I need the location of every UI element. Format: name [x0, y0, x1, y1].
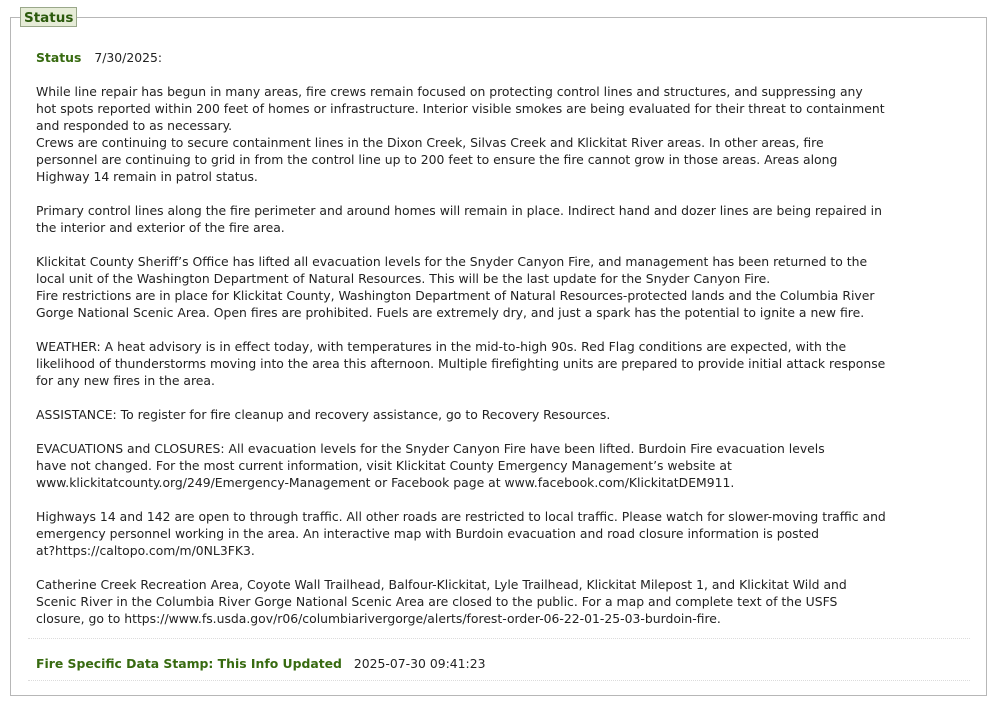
text-line: ASSISTANCE: To register for fire cleanup and recovery assistance, go to Recovery Resources. [36, 407, 611, 422]
divider-bottom [28, 680, 970, 681]
status-panel-legend: Status [20, 7, 77, 27]
update-paragraph-control-lines [36, 202, 882, 236]
text-line: local unit of the Washington Department of Natural Resources. This will be the last update for the Snyder Canyon Fire. [36, 271, 771, 286]
update-paragraph-evacuations [36, 440, 876, 491]
update-paragraph-closures [36, 576, 876, 627]
text-line: and responded to as necessary. [36, 118, 233, 133]
status-header [36, 49, 876, 66]
text-line: hot spots reported within 200 feet of homes or infrastructure. Interior visible smokes are being evaluated for their threat to containment [36, 101, 885, 116]
text-line: www.klickitatcounty.org/249/Emergency-Management or Facebook page at www.facebook.com/KlickitatDEM911. [36, 475, 735, 490]
text-line: While line repair has begun in many areas, fire crews remain focused on protecting control lines and structures, and suppressing any [36, 84, 863, 99]
status-content [36, 49, 886, 627]
data-stamp-value: 2025-07-30 09:41:23 [353, 656, 486, 671]
divider-top [28, 638, 970, 639]
text-line: closure, go to https://www.fs.usda.gov/r06/columbiarivergorge/alerts/forest-order-06-22-01-25-03-burdoin-fire. [36, 611, 721, 626]
text-line: WEATHER: A heat advisory is in effect today, with temperatures in the mid-to-high 90s. Red Flag conditions are expected, with the [36, 339, 847, 354]
update-paragraph-highways [36, 508, 886, 559]
data-stamp-label: Fire Specific Data Stamp: This Info Updated [36, 656, 342, 671]
text-line: Highways 14 and 142 are open to through traffic. All other roads are restricted to local traffic. Please watch for slower-moving traffic and [36, 509, 886, 524]
text-line: at?https://caltopo.com/m/0NL3FK3. [36, 543, 255, 558]
text-line: emergency personnel working in the area. An interactive map with Burdoin evacuation and road closure information is posted [36, 526, 819, 541]
text-line: Fire restrictions are in place for Klickitat County, Washington Department of Natural Resources-protected lands and the Columbia River [36, 288, 875, 303]
update-paragraph-sheriff [36, 253, 876, 321]
text-line: Crews are continuing to secure containment lines in the Dixon Creek, Silvas Creek and Klickitat River areas. In other areas, fire [36, 135, 824, 150]
text-line: Klickitat County Sheriff’s Office has lifted all evacuation levels for the Snyder Canyon Fire, and management has been returned to the [36, 254, 868, 269]
data-stamp [36, 655, 486, 672]
text-line: have not changed. For the most current information, visit Klickitat County Emergency Management’s website at [36, 458, 732, 473]
text-line: Gorge National Scenic Area. Open fires are prohibited. Fuels are extremely dry, and just a spark has the potential to ignite a new fire. [36, 305, 865, 320]
text-line: for any new fires in the area. [36, 373, 215, 388]
text-line: EVACUATIONS and CLOSURES: All evacuation levels for the Snyder Canyon Fire have been lifted. Burdoin Fire evacuation levels [36, 441, 825, 456]
text-line: Primary control lines along the fire perimeter and around homes will remain in place. Indirect hand and dozer lines are being repaired in [36, 203, 882, 218]
text-line: likelihood of thunderstorms moving into the area this afternoon. Multiple firefighting units are prepared to provide initial attack response [36, 356, 886, 371]
text-line: the interior and exterior of the fire area. [36, 220, 285, 235]
text-line: Scenic River in the Columbia River Gorge National Scenic Area are closed to the public. For a map and complete text of the USFS [36, 594, 838, 609]
update-paragraph-crews [36, 83, 885, 185]
status-label: Status [36, 50, 82, 65]
text-line: Highway 14 remain in patrol status. [36, 169, 258, 184]
status-date: 7/30/2025: [94, 50, 163, 65]
text-line: Catherine Creek Recreation Area, Coyote Wall Trailhead, Balfour-Klickitat, Lyle Trailhead, Klickitat Milepost 1, and Klickitat Wild and [36, 577, 847, 592]
update-paragraph-assistance [36, 406, 876, 423]
update-paragraph-weather [36, 338, 886, 389]
text-line: personnel are continuing to grid in from the control line up to 200 feet to ensure the fire cannot grow in those areas. Areas along [36, 152, 838, 167]
